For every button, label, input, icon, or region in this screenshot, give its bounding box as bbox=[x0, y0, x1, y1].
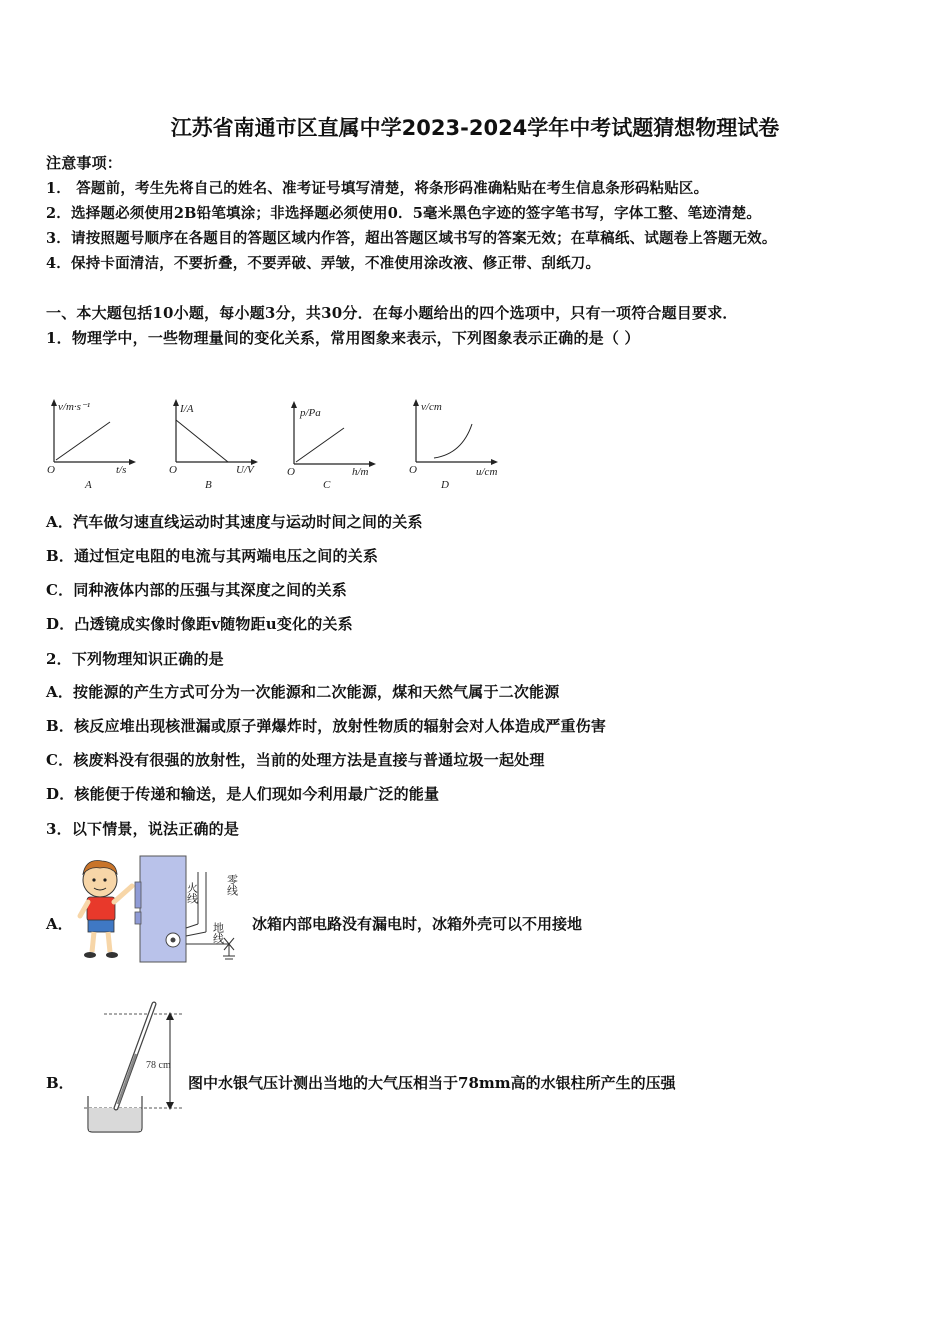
fridge-illustration bbox=[74, 852, 246, 972]
notice-heading: 注意事项： bbox=[46, 154, 123, 172]
graph-d-xlabel: u/cm bbox=[476, 466, 498, 478]
graph-b bbox=[166, 396, 262, 492]
graph-a-xlabel: t/s bbox=[116, 464, 127, 476]
graph-d bbox=[404, 396, 508, 492]
graph-c-origin: O bbox=[287, 466, 295, 478]
graph-b-xlabel: U/V bbox=[236, 464, 254, 476]
notice-item-2: 2．选择题必须使用2B铅笔填涂；非选择题必须使用0．5毫米黑色字迹的签字笔书写，字体工整、笔迹清楚。 bbox=[46, 205, 762, 222]
graph-d-ylabel: v/cm bbox=[421, 401, 442, 413]
label-live-wire: 火线 bbox=[185, 882, 199, 904]
q2-option-a[interactable]: A．按能源的产生方式可分为一次能源和二次能源，煤和天然气属于二次能源 bbox=[46, 683, 560, 701]
graph-c-caption: C bbox=[323, 479, 331, 491]
graph-c-xlabel: h/m bbox=[352, 466, 369, 478]
q1-option-a[interactable]: A．汽车做匀速直线运动时其速度与运动时间之间的关系 bbox=[46, 513, 423, 531]
q1-option-c[interactable]: C．同种液体内部的压强与其深度之间的关系 bbox=[46, 581, 347, 599]
q1-option-b[interactable]: B．通过恒定电阻的电流与其两端电压之间的关系 bbox=[46, 547, 379, 565]
graph-a-origin: O bbox=[47, 464, 55, 476]
q1-stem: 1．物理学中，一些物理量间的变化关系，常用图象来表示，下列图象表示正确的是（ ） bbox=[46, 329, 640, 347]
q3-option-a-label[interactable]: A． bbox=[46, 915, 73, 933]
label-height: 78 cm bbox=[146, 1060, 171, 1071]
q2-option-c[interactable]: C．核废料没有很强的放射性，当前的处理方法是直接与普通垃圾一起处理 bbox=[46, 751, 545, 769]
label-ground-wire: 地线 bbox=[211, 922, 225, 944]
q2-option-d[interactable]: D．核能便于传递和输送，是人们现如今利用最广泛的能量 bbox=[46, 785, 440, 803]
graph-b-origin: O bbox=[169, 464, 177, 476]
graph-d-caption: D bbox=[441, 479, 449, 491]
graph-a bbox=[44, 396, 140, 492]
section-heading: 一、本大题包括10小题，每小题3分，共30分．在每小题给出的四个选项中，只有一项符合题目要求． bbox=[46, 304, 738, 322]
q2-stem: 2．下列物理知识正确的是 bbox=[46, 650, 224, 668]
q3-option-a-text[interactable]: 冰箱内部电路没有漏电时，冰箱外壳可以不用接地 bbox=[252, 915, 583, 933]
label-neutral-wire: 零线 bbox=[225, 874, 239, 896]
q2-option-b[interactable]: B．核反应堆出现核泄漏或原子弹爆炸时，放射性物质的辐射会对人体造成严重伤害 bbox=[46, 717, 607, 735]
notice-item-4: 4．保持卡面清洁，不要折叠，不要弄破、弄皱，不准使用涂改液、修正带、刮纸刀。 bbox=[46, 255, 601, 272]
graph-c bbox=[284, 398, 380, 494]
graph-a-ylabel: v/m·s⁻¹ bbox=[58, 401, 91, 413]
graph-b-ylabel: I/A bbox=[180, 403, 194, 415]
page-title: 江苏省南通市区直属中学2023-2024学年中考试题猜想物理试卷 bbox=[170, 116, 780, 140]
graph-a-caption: A bbox=[85, 479, 92, 491]
q3-option-b-text[interactable]: 图中水银气压计测出当地的大气压相当于78mm高的水银柱所产生的压强 bbox=[188, 1074, 676, 1092]
q1-option-d[interactable]: D．凸透镜成实像时像距v随物距u变化的关系 bbox=[46, 615, 353, 633]
notice-item-3: 3．请按照题号顺序在各题目的答题区域内作答，超出答题区域书写的答案无效；在草稿纸、试题卷上答题无效。 bbox=[46, 230, 777, 247]
barometer-illustration bbox=[80, 998, 190, 1136]
q3-option-b-label[interactable]: B． bbox=[46, 1074, 74, 1092]
graph-c-ylabel: p/Pa bbox=[300, 407, 321, 419]
graph-d-origin: O bbox=[409, 464, 417, 476]
graph-b-caption: B bbox=[205, 479, 212, 491]
notice-item-1: 1． 答题前，考生先将自己的姓名、准考证号填写清楚，将条形码准确粘贴在考生信息条形码粘贴区。 bbox=[46, 180, 709, 197]
q3-stem: 3．以下情景，说法正确的是 bbox=[46, 820, 240, 838]
